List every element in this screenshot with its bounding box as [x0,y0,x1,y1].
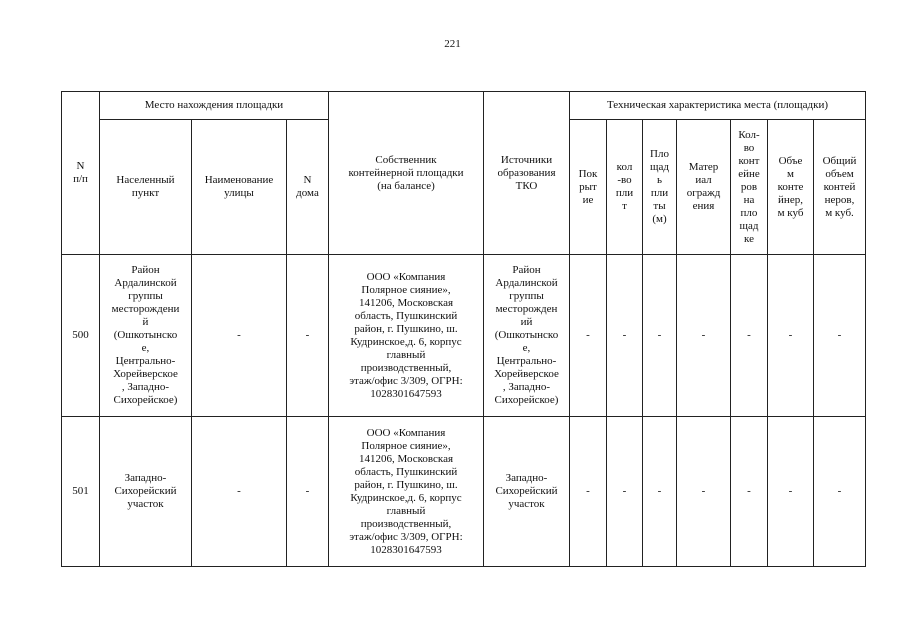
cell-num: 501 [62,417,100,567]
header-plates-area: Пло щад ь пли ты (м) [643,120,677,255]
cell-num: 500 [62,255,100,417]
header-container-volume: Объе м конте йнер, м куб [768,120,814,255]
table-row [62,417,866,567]
header-fence-material: Матер иал огражд ения [677,120,731,255]
header-house: N дома [287,120,329,255]
cell-containers-count: - [731,255,768,417]
header-owner: Собственник контейнерной площадки (на балансе) [329,92,484,255]
header-tech-group: Техническая характеристика места (площадки) [570,92,866,120]
cell-plates-area: - [643,255,677,417]
cell-street: - [192,417,287,567]
header-street: Наименование улицы [192,120,287,255]
cell-owner: ООО «Компания Полярное сияние», 141206, Московская область, Пушкинский район, г. Пушкино, ш. Кудринское,д. 6, корпус главный производственный, этаж/офис 3/309, ОГРН: 1028301647593 [329,417,484,567]
cell-container-volume: - [768,417,814,567]
header-containers-count: Кол- во конт ейне ров на пло щад ке [731,120,768,255]
cell-total-volume: - [814,417,866,567]
header-total-volume: Общий объем контей неров, м куб. [814,120,866,255]
cell-owner: ООО «Компания Полярное сияние», 141206, Московская область, Пушкинский район, г. Пушкино, ш. Кудринское,д. 6, корпус главный производственный, этаж/офис 3/309, ОГРН: 1028301647593 [329,255,484,417]
header-location-group: Место нахождения площадки [100,92,329,120]
registry-table [61,91,866,567]
cell-settlement: Район Ардалинской группы месторождени й (Ошкотынско е, Центрально- Хорейверское , Западно- Сихорейское) [100,255,192,417]
cell-street: - [192,255,287,417]
cell-total-volume: - [814,255,866,417]
header-settlement: Населенный пункт [100,120,192,255]
cell-fence-material: - [677,255,731,417]
cell-container-volume: - [768,255,814,417]
table-row [62,255,866,417]
cell-sources: Район Ардалинской группы месторожден ий (Ошкотынско е, Центрально- Хорейверское , Западно- Сихорейское) [484,255,570,417]
cell-fence-material: - [677,417,731,567]
header-sources: Источники образования ТКО [484,92,570,255]
cell-plates-count: - [607,255,643,417]
cell-coverage: - [570,417,607,567]
cell-plates-area: - [643,417,677,567]
cell-house: - [287,417,329,567]
cell-house: - [287,255,329,417]
page-number: 221 [444,38,461,50]
cell-coverage: - [570,255,607,417]
header-num: N п/п [62,92,100,255]
header-coverage: Пок рыт ие [570,120,607,255]
cell-sources: Западно- Сихорейский участок [484,417,570,567]
cell-plates-count: - [607,417,643,567]
cell-containers-count: - [731,417,768,567]
cell-settlement: Западно- Сихорейский участок [100,417,192,567]
header-plates-count: кол -во пли т [607,120,643,255]
